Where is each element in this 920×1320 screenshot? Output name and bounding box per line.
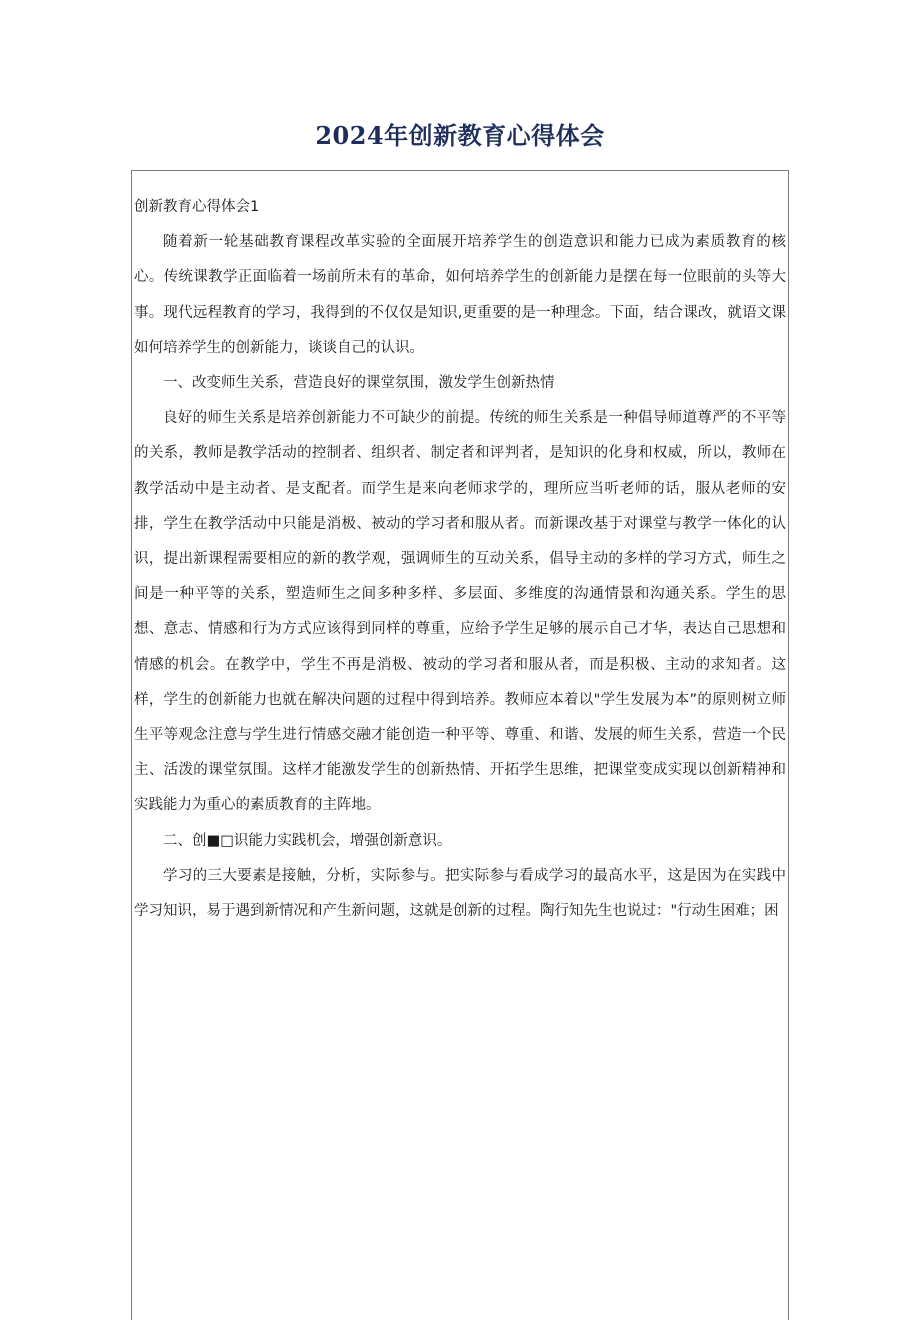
paragraph-practice: 学习的三大要素是接触，分析，实际参与。把实际参与看成学习的最高水平，这是因为在实践中学习知识，易于遇到新情况和产生新问题，这就是创新的过程。陶行知先生也说过："行动生困难；困: [134, 867, 786, 920]
paragraph-intro: 随着新一轮基础教育课程改革实验的全面展开培养学生的创造意识和能力已成为素质教育的核心。传统课教学正面临着一场前所未有的革命，如何培养学生的创新能力是摆在每一位眼前的头等大事。现代远程教育的学习，我得到的不仅仅是知识,更重要的是一种理念。下面，结合课改，就语文课如何培养学生的创新能力，谈谈自己的认识。: [134, 234, 786, 356]
page-title: 2024年创新教育心得体会: [315, 121, 605, 150]
heading-part-one: 一、改变师生关系，营造良好的课堂氛围，激发学生创新热情: [163, 375, 555, 392]
section-heading: 创新教育心得体会1: [134, 199, 260, 215]
heading-part-two: 二、创■□识能力实践机会，增强创新意识。: [163, 832, 452, 849]
document-body: [134, 190, 786, 929]
paragraph-teacher-student: 良好的师生关系是培养创新能力不可缺少的前提。传统的师生关系是一种倡导师道尊严的不平等的关系，教师是教学活动的控制者、组织者、制定者和评判者，是知识的化身和权威，所以，教师在教学活动中是主动者、是支配者。而学生是来向老师求学的，理所应当听老师的话，服从老师的安排，学生在教学活动中只能是消极、被动的学习者和服从者。而新课改基于对课堂与教学一体化的认识，提出新课程需要相应的新的教学观，强调师生的互动关系，倡导主动的多样的学习方式，师生之间是一种平等的关系，塑造师生之间多种多样、多层面、多维度的沟通情景和沟通关系。学生的思想、意志、情感和行为方式应该得到同样的尊重，应给予学生足够的展示自己才华，表达自己思想和情感的机会。在教学中，学生不再是消极、被动的学习者和服从者，而是积极、主动的求知者。这样，学生的创新能力也就在解决问题的过程中得到培养。教师应本着以"学生发展为本”的原则树立师生平等观念注意与学生进行情感交融才能创造一种平等、尊重、和谐、发展的师生关系，营造一个民主、活泼的课堂氛围。这样才能激发学生的创新热情、开拓学生思维，把课堂变成实现以创新精神和实践能力为重心的素质教育的主阵地。: [134, 410, 786, 814]
